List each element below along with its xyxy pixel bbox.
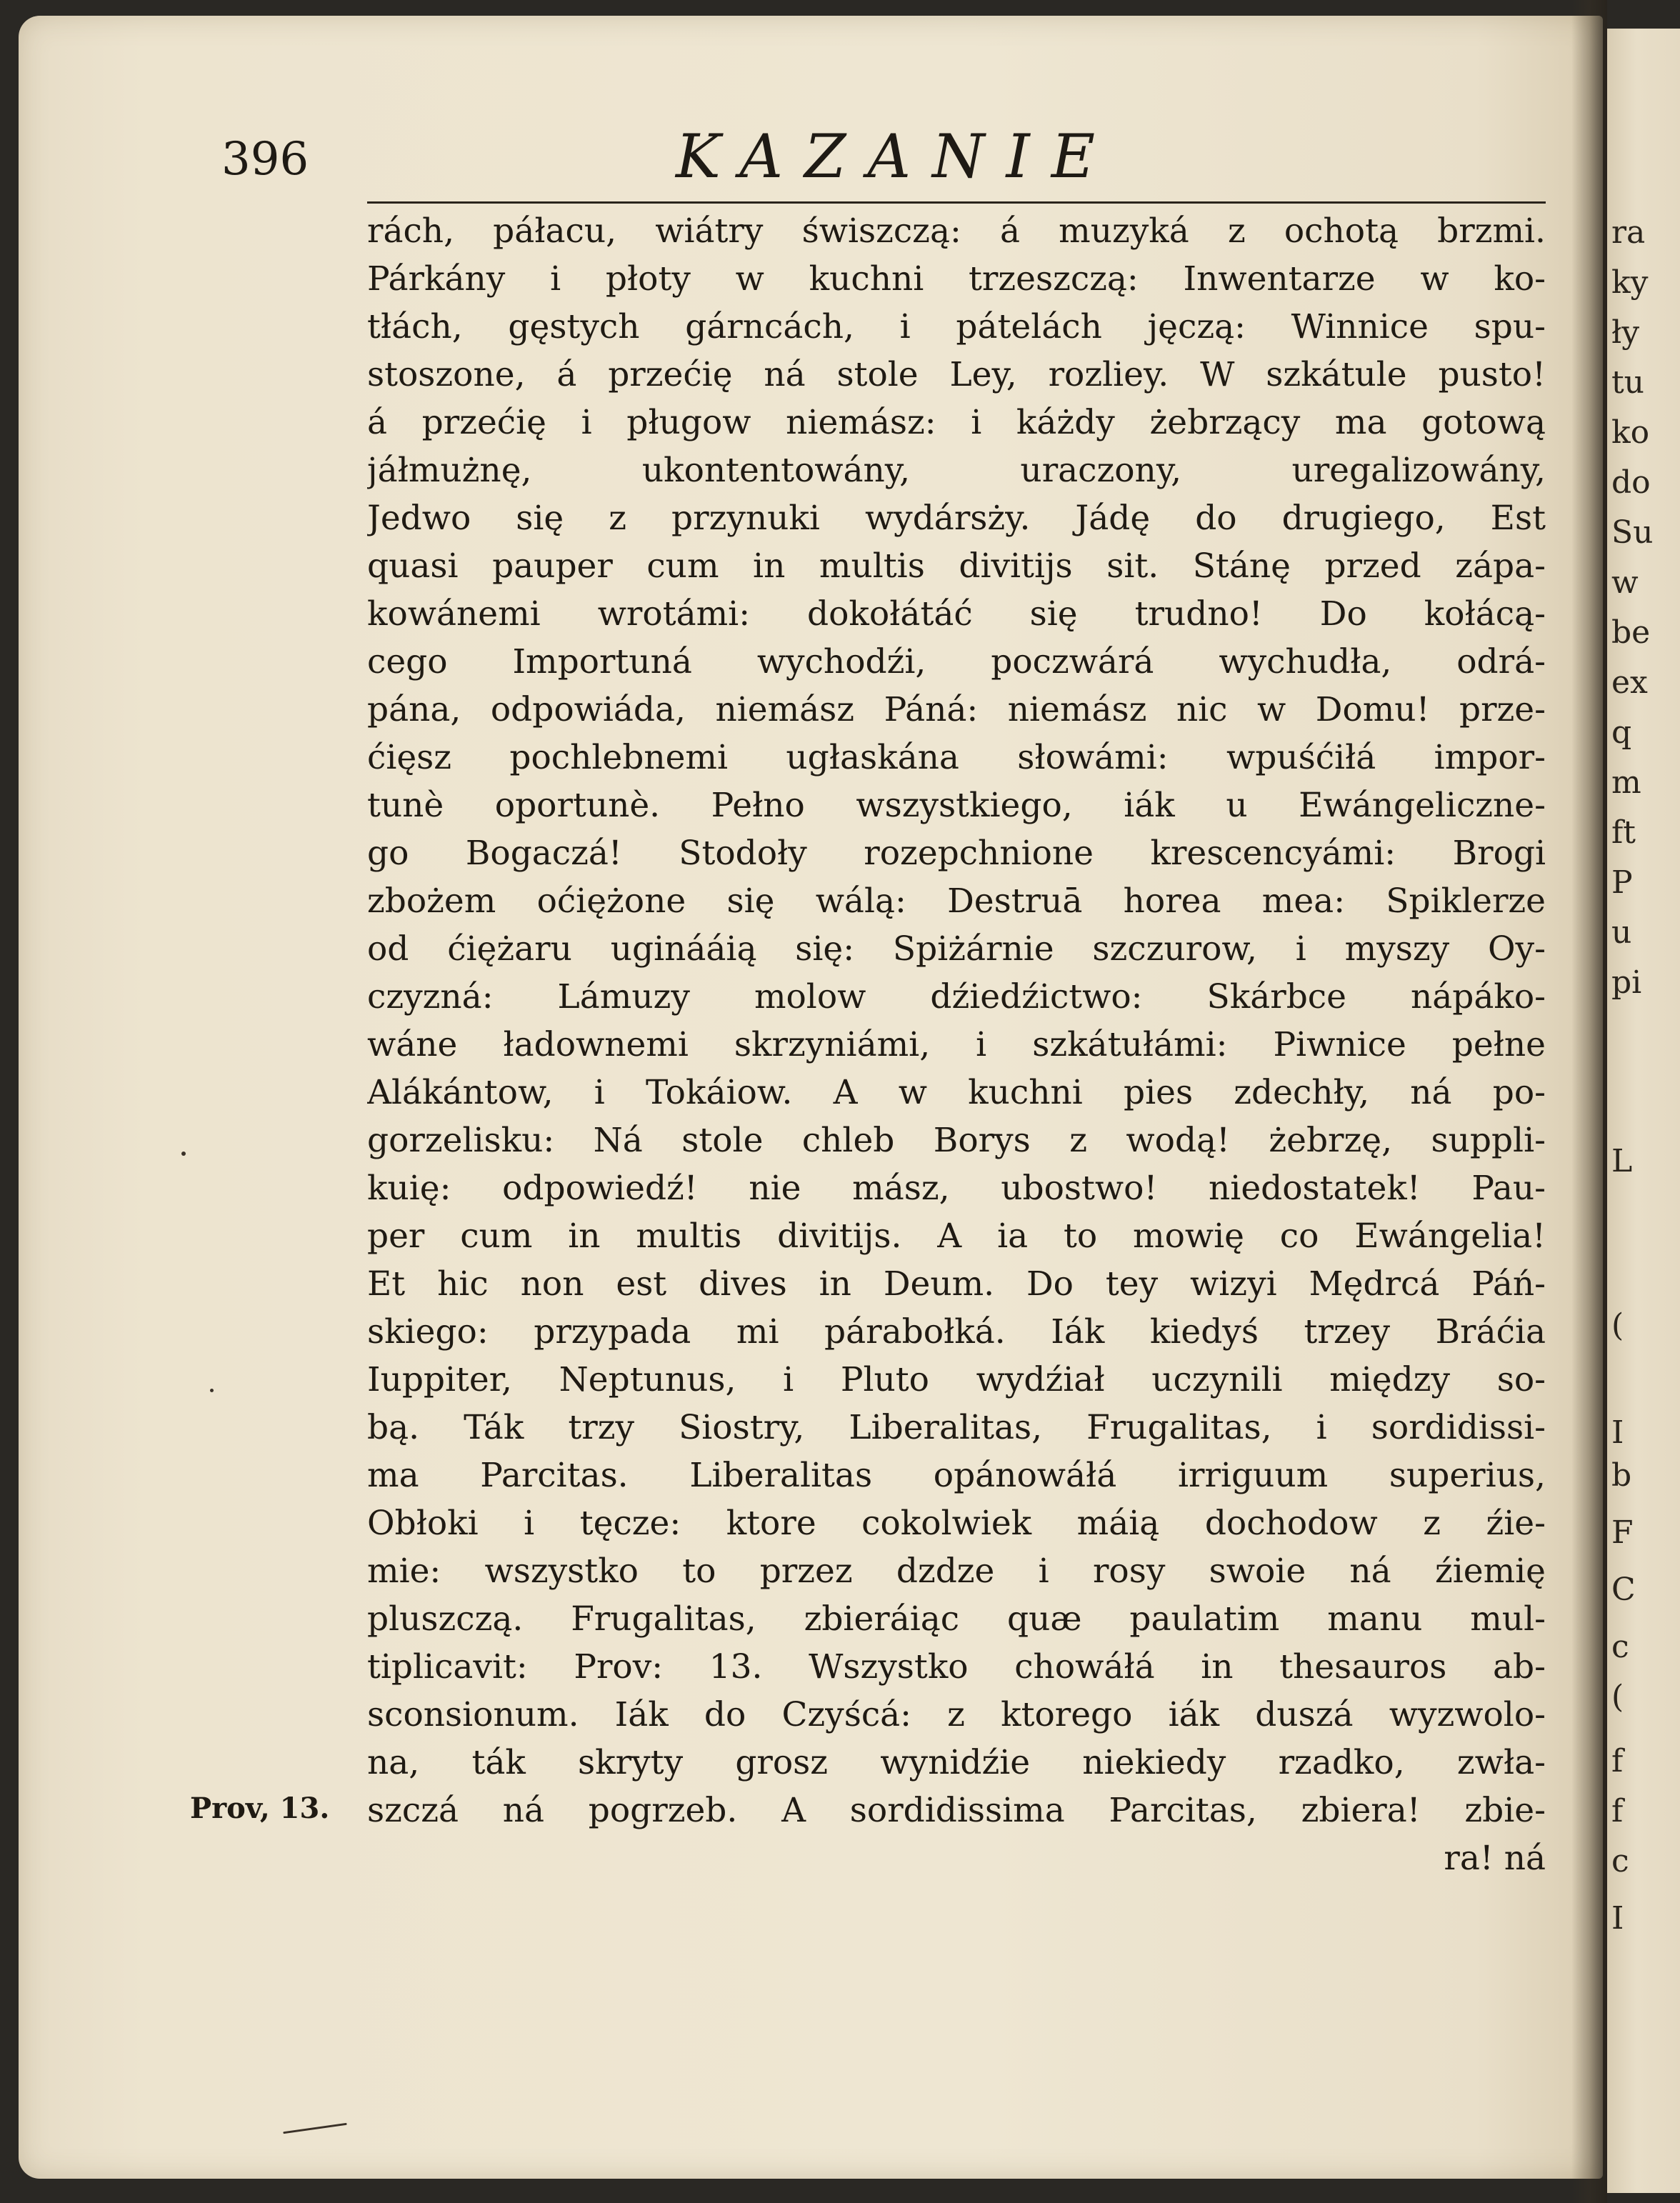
next-page-fragment: ft xyxy=(1611,814,1636,851)
text-line: go Bogaczá! Stodoły rozepchnione krescencyámi: Brogi xyxy=(367,834,1546,873)
text-line: tiplicavit: Prov: 13. Wszystko chowáłá in thesauros ab- xyxy=(367,1647,1546,1687)
next-page-fragment: c xyxy=(1611,1843,1629,1879)
next-page-fragment: I xyxy=(1611,1414,1624,1451)
next-page-edge xyxy=(1607,29,1680,2193)
text-line: pána, odpowiáda, niemász Páná: niemász nic w Domu! prze- xyxy=(367,690,1546,729)
text-line: kowánemi wrotámi: dokołátáć się trudno! Do kołácą- xyxy=(367,594,1546,634)
text-line: tłách, gęstych gárncách, i pátelách jęczą: Winnice spu- xyxy=(367,307,1546,346)
next-page-fragment: be xyxy=(1611,614,1651,651)
text-line: sconsionum. Iák do Czyścá: z ktorego iák duszá wyzwolo- xyxy=(367,1695,1546,1734)
header-rule xyxy=(367,201,1546,204)
text-line: kuię: odpowiedź! nie mász, ubostwo! niedostatek! Pau- xyxy=(367,1169,1546,1208)
text-line: czyzná: Lámuzy molow dźiedźictwo: Skárbce nápáko- xyxy=(367,977,1546,1016)
next-page-fragment: w xyxy=(1611,564,1639,601)
text-line: bą. Ták trzy Siostry, Liberalitas, Frugalitas, i sordidissi- xyxy=(367,1408,1546,1447)
text-line: pluszczą. Frugalitas, zbieráiąc quæ paulatim manu mul- xyxy=(367,1599,1546,1639)
body-text xyxy=(367,207,1546,1882)
page-number: 396 xyxy=(221,133,309,186)
ink-speck xyxy=(283,2123,347,2134)
text-line: ćięsz pochlebnemi ugłaskána słowámi: wpuśćiłá impor- xyxy=(367,738,1546,777)
next-page-fragment: m xyxy=(1611,764,1641,801)
text-line: mie: wszystko to przez dzdze i rosy swoie ná źiemię xyxy=(367,1552,1546,1591)
ink-speck xyxy=(210,1389,214,1392)
next-page-fragment: ( xyxy=(1611,1307,1624,1344)
text-line: Párkány i płoty w kuchni trzeszczą: Inwentarze w ko- xyxy=(367,259,1546,299)
text-line: Alákántow, i Tokáiow. A w kuchni pies zdechły, ná po- xyxy=(367,1073,1546,1112)
text-line: cego Importuná wychodźi, poczwárá wychudła, odrá- xyxy=(367,642,1546,681)
text-line: Obłoki i tęcze: ktore cokolwiek máią dochodow z źie- xyxy=(367,1504,1546,1543)
text-line: Iuppiter, Neptunus, i Pluto wydźiał uczynili między so- xyxy=(367,1360,1546,1399)
text-line: ra! ná xyxy=(1444,1839,1546,1878)
next-page-fragment: u xyxy=(1611,914,1632,951)
text-line: od ćiężaru uginááią się: Spiżárnie szczurow, i myszy Oy- xyxy=(367,929,1546,969)
marginal-note: Prov, 13. xyxy=(190,1792,330,1825)
book-page xyxy=(19,16,1603,2179)
text-line: ma Parcitas. Liberalitas opánowáłá irriguum superius, xyxy=(367,1456,1546,1495)
text-line: wáne ładownemi skrzyniámi, i szkátułámi: Piwnice pełne xyxy=(367,1025,1546,1064)
next-page-fragment: P xyxy=(1611,864,1633,901)
text-line: Et hic non est dives in Deum. Do tey wizyi Mędrcá Páń- xyxy=(367,1264,1546,1304)
text-line: rách, páłacu, wiátry świszczą: á muzyká z ochotą brzmi. xyxy=(367,211,1546,251)
next-page-fragment: ły xyxy=(1611,314,1640,351)
next-page-fragment: c xyxy=(1611,1629,1629,1665)
ink-speck xyxy=(181,1152,186,1156)
next-page-fragment: ra xyxy=(1611,214,1646,251)
next-page-fragment: q xyxy=(1611,714,1632,751)
text-line: per cum in multis divitijs. A ia to mowię co Ewángelia! xyxy=(367,1217,1546,1256)
next-page-fragment: ( xyxy=(1611,1679,1624,1715)
next-page-fragment: f xyxy=(1611,1793,1624,1829)
next-page-fragment: tu xyxy=(1611,364,1645,401)
next-page-fragment: ex xyxy=(1611,664,1648,701)
text-line: zbożem oćiężone się wálą: Destruā horea mea: Spiklerze xyxy=(367,881,1546,921)
text-line: szczá ná pogrzeb. A sordidissima Parcitas, zbiera! zbie- xyxy=(367,1791,1546,1830)
next-page-fragment: b xyxy=(1611,1457,1632,1494)
next-page-fragment: f xyxy=(1611,1743,1624,1779)
next-page-fragment: ky xyxy=(1611,264,1649,301)
next-page-fragment: I xyxy=(1611,1900,1624,1937)
next-page-fragment: L xyxy=(1611,1143,1633,1179)
running-head: KAZANIE xyxy=(676,121,1117,191)
book-gutter xyxy=(1571,0,1607,2203)
text-line: stoszone, á przećię ná stole Ley, rozliey. W szkátule pusto! xyxy=(367,355,1546,394)
next-page-fragment: F xyxy=(1611,1514,1634,1551)
text-line: jáłmużnę, ukontentowány, uraczony, uregalizowány, xyxy=(367,451,1546,490)
next-page-fragment: do xyxy=(1611,464,1651,501)
text-line: tunè oportunè. Pełno wszystkiego, iák u Ewángeliczne- xyxy=(367,786,1546,825)
text-line: Jedwo się z przynuki wydársży. Jádę do drugiego, Est xyxy=(367,499,1546,538)
text-line: na, ták skryty grosz wynidźie niekiedy rzadko, zwła- xyxy=(367,1743,1546,1782)
text-line: quasi pauper cum in multis divitijs sit. Stánę przed zápa- xyxy=(367,546,1546,586)
text-line: gorzelisku: Ná stole chleb Borys z wodą! żebrzę, suppli- xyxy=(367,1121,1546,1160)
next-page-fragment: ko xyxy=(1611,414,1650,451)
next-page-fragment: C xyxy=(1611,1572,1636,1608)
text-line: á przećię i pługow niemász: i káżdy żebrzący ma gotową xyxy=(367,403,1546,442)
text-line: skiego: przypada mi párabołká. Iák kiedyś trzey Bráćia xyxy=(367,1312,1546,1352)
next-page-fragment: Su xyxy=(1611,514,1654,551)
next-page-fragment: pi xyxy=(1611,964,1642,1001)
